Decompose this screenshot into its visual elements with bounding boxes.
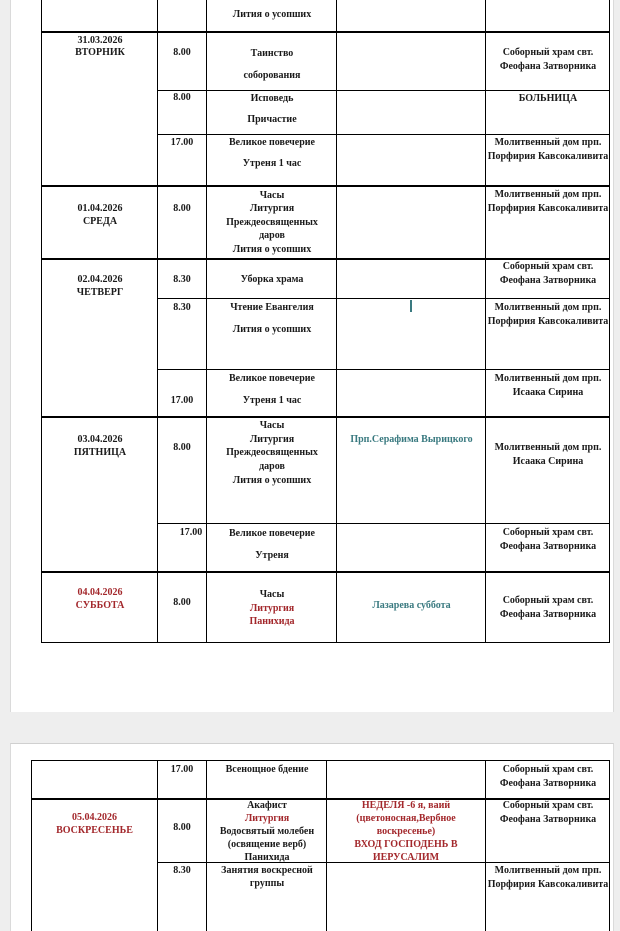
day-divider xyxy=(41,185,610,187)
place-text: Соборный храм свт. Феофана Затворника xyxy=(499,764,597,789)
service-text: Часы xyxy=(259,190,285,201)
time-label: 8.00 xyxy=(173,597,191,608)
service-text: (освящение верб) xyxy=(227,839,307,850)
time-label: 8.00 xyxy=(173,442,191,453)
service-text: Уборка храма xyxy=(240,274,304,285)
time-label: 17.00 xyxy=(170,395,194,406)
feast-note: НЕДЕЛЯ -6 я, ваий xyxy=(361,800,451,811)
table-top xyxy=(31,760,610,761)
weekday-label: СРЕДА xyxy=(82,216,118,227)
service-text: Акафист xyxy=(247,800,287,811)
row-divider xyxy=(157,134,610,135)
feast-note: Прп.Серафима Вырицкого xyxy=(350,434,473,445)
time-label: 8.30 xyxy=(173,302,191,313)
service-text: Великое повечерие xyxy=(229,528,315,539)
feast-note: воскресенье) xyxy=(376,826,436,837)
service-text: Панихида xyxy=(244,852,290,863)
service-text: Утреня xyxy=(255,550,289,561)
place-text: Соборный храм свт. Феофана Затворника xyxy=(499,47,597,72)
day-divider xyxy=(41,31,610,33)
service-text: Великое повечерие xyxy=(229,373,315,384)
time-label: 17.00 xyxy=(179,527,203,538)
feast-note: ИЕРУСАЛИМ xyxy=(372,852,440,863)
service-text: даров xyxy=(259,230,285,241)
service-text: Чтение Евангелия xyxy=(230,302,314,313)
date-label: 31.03.2026 xyxy=(77,35,123,46)
schedule-page-2 xyxy=(10,743,614,931)
service-text: Преждеосвященных xyxy=(226,447,318,458)
service-text: Лития о усопших xyxy=(232,475,312,486)
time-label: 17.00 xyxy=(170,137,194,148)
table-bottom xyxy=(41,642,610,643)
service-text: Лития о усопших xyxy=(232,9,312,20)
row-divider xyxy=(157,369,610,370)
page-gap xyxy=(0,712,620,743)
schedule-page-1 xyxy=(10,0,614,713)
row-divider xyxy=(157,523,610,524)
feast-note: ВХОД ГОСПОДЕНЬ В xyxy=(354,839,458,850)
service-text: Преждеосвященных xyxy=(226,217,318,228)
row-divider xyxy=(157,90,610,91)
row-divider xyxy=(157,298,610,299)
place-text: Молитвенный дом прп. Порфирия Кавсокаливита xyxy=(487,865,609,890)
service-text: Литургия xyxy=(249,434,295,445)
date-label: 04.04.2026 xyxy=(77,587,123,598)
place-text: БОЛЬНИЦА xyxy=(518,93,578,104)
grid-line xyxy=(31,760,32,931)
service-text: даров xyxy=(259,461,285,472)
grid-line xyxy=(157,760,158,931)
weekday-label: ЧЕТВЕРГ xyxy=(76,287,124,298)
time-label: 8.30 xyxy=(173,274,191,285)
place-text: Молитвенный дом прп. Порфирия Кавсокаливита xyxy=(487,189,609,214)
service-text: Утреня 1 час xyxy=(242,158,302,169)
time-label: 8.00 xyxy=(173,47,191,58)
service-text: Литургия xyxy=(249,203,295,214)
service-text: Часы xyxy=(259,589,285,600)
service-text: Таинство xyxy=(250,48,294,59)
service-text: Часы xyxy=(259,420,285,431)
service-text: группы xyxy=(249,878,285,889)
place-text: Молитвенный дом прп. Порфирия Кавсокаливита xyxy=(487,137,609,162)
service-text: Утреня 1 час xyxy=(242,395,302,406)
day-divider xyxy=(41,571,610,573)
service-text: Всенощное бдение xyxy=(225,764,309,775)
place-text: Соборный храм свт. Феофана Затворника xyxy=(499,261,597,286)
service-text: Исповедь xyxy=(250,93,294,104)
service-text: Причастие xyxy=(247,114,297,125)
date-label: 05.04.2026 xyxy=(72,812,117,823)
place-text: Молитвенный дом прп. Порфирия Кавсокаливита xyxy=(487,302,609,327)
place-text: Соборный храм свт. Феофана Затворника xyxy=(499,595,597,620)
time-label: 8.00 xyxy=(173,822,191,833)
grid-line xyxy=(41,0,42,643)
place-text: Молитвенный дом прп. Исаака Сирина xyxy=(494,373,602,398)
service-text: Литургия xyxy=(244,813,290,824)
service-text: Панихида xyxy=(249,616,295,627)
place-text: Молитвенный дом прп. Исаака Сирина xyxy=(494,442,602,467)
weekday-label: ВТОРНИК xyxy=(75,47,125,58)
time-label: 17.00 xyxy=(170,764,194,775)
weekday-label: ПЯТНИЦА xyxy=(73,447,127,458)
place-text: Соборный храм свт. Феофана Затворника xyxy=(499,800,597,825)
feast-note: Лазарева суббота xyxy=(372,600,451,611)
feast-note: (цветоносная,Вербное xyxy=(356,813,456,824)
date-label: 03.04.2026 xyxy=(77,434,123,445)
time-label: 8.00 xyxy=(173,92,191,103)
service-text: Литургия xyxy=(249,603,295,614)
text-cursor-mark xyxy=(410,300,412,312)
time-label: 8.00 xyxy=(173,203,191,214)
service-text: Лития о усопших xyxy=(232,244,312,255)
service-text: Лития о усопших xyxy=(232,324,312,335)
time-label: 8.30 xyxy=(173,865,191,876)
date-label: 02.04.2026 xyxy=(77,274,123,285)
place-text: Соборный храм свт. Феофана Затворника xyxy=(499,527,597,552)
weekday-label: ВОСКРЕСЕНЬЕ xyxy=(56,825,133,836)
service-text: Великое повечерие xyxy=(229,137,315,148)
service-text: соборования xyxy=(243,70,301,81)
day-divider xyxy=(41,416,610,418)
date-label: 01.04.2026 xyxy=(77,203,123,214)
service-text: Водосвятый молебен xyxy=(219,826,315,837)
service-text: Занятия воскресной xyxy=(221,865,313,876)
weekday-label: СУББОТА xyxy=(75,600,125,611)
